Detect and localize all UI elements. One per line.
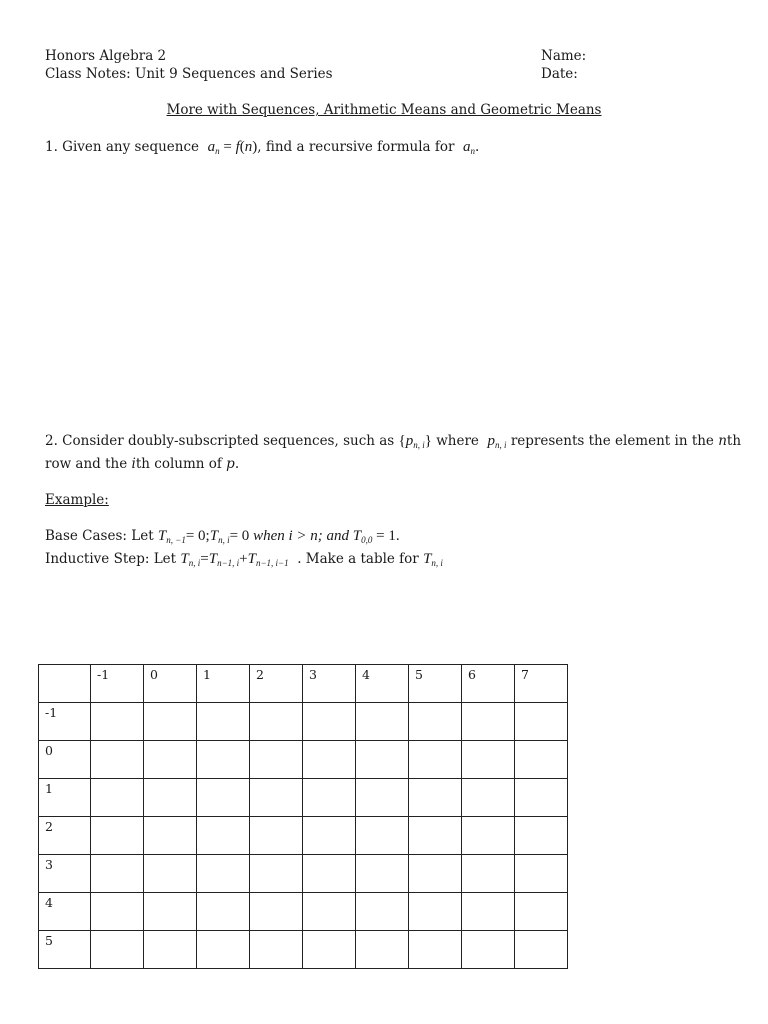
table-cell[interactable] — [197, 779, 250, 817]
table-row — [39, 893, 568, 931]
column-header — [197, 665, 250, 703]
table-cell[interactable] — [144, 741, 197, 779]
row-header — [39, 931, 91, 969]
row-header — [39, 741, 91, 779]
table-cell[interactable] — [250, 817, 303, 855]
table-cell[interactable] — [356, 931, 409, 969]
table-cell[interactable] — [91, 893, 144, 931]
row-header-label: 3 — [45, 857, 53, 872]
table-cell[interactable] — [91, 779, 144, 817]
column-header — [303, 665, 356, 703]
table-cell[interactable] — [462, 817, 515, 855]
inductive-formula: $T_{n, i}=T_{n-1, i}+T_{n-1, i-1}$ — [180, 551, 289, 568]
table-cell[interactable] — [250, 703, 303, 741]
column-header-label: -1 — [97, 667, 110, 682]
q2-where: where — [436, 433, 479, 449]
q2-row-text: row and the — [45, 456, 128, 472]
row-header-label: 4 — [45, 895, 53, 910]
column-header-label — [39, 665, 90, 667]
table-cell[interactable] — [197, 855, 250, 893]
column-header — [356, 665, 409, 703]
base-cases-formula: $T_{n, -1}=$ $0;T_{n, i}= 0$ when i > n; and $T_{0,0} = 1$. — [157, 528, 400, 545]
course-title: Honors Algebra 2 — [45, 48, 167, 64]
table-cell[interactable] — [409, 931, 462, 969]
table-row — [39, 931, 568, 969]
question-2-line-1 — [45, 433, 741, 450]
column-header-label: 4 — [362, 667, 370, 682]
q2-ith-th: th column of — [135, 456, 222, 472]
row-header — [39, 703, 91, 741]
table-header-row — [39, 665, 568, 703]
q1-end: . — [475, 139, 480, 155]
table-cell[interactable] — [303, 817, 356, 855]
pascal-table — [38, 664, 568, 969]
question-2-line-2 — [45, 456, 239, 473]
page-title: More with Sequences, Arithmetic Means and Geometric Means — [166, 102, 602, 118]
table-cell[interactable] — [144, 779, 197, 817]
row-header — [39, 817, 91, 855]
table-cell[interactable] — [197, 741, 250, 779]
table-cell[interactable] — [91, 703, 144, 741]
q1-an-symbol: $a_n$ — [463, 139, 476, 156]
base-cases-line — [45, 528, 400, 545]
table-cell[interactable] — [250, 855, 303, 893]
table-cell[interactable] — [91, 741, 144, 779]
q2-nth-n: n — [718, 433, 727, 449]
table-cell[interactable] — [515, 931, 568, 969]
table-cell[interactable] — [356, 855, 409, 893]
table-cell[interactable] — [303, 703, 356, 741]
inductive-tail: . Make a table for — [297, 551, 419, 567]
column-header-label: 7 — [521, 667, 529, 682]
table-cell[interactable] — [250, 779, 303, 817]
table-cell[interactable] — [515, 741, 568, 779]
base-eq2: = 0 — [229, 528, 250, 544]
q1-mid: , find a recursive formula for — [257, 139, 455, 155]
q2-p: p — [226, 456, 235, 472]
table-cell[interactable] — [356, 741, 409, 779]
table-cell[interactable] — [250, 741, 303, 779]
column-header-label: 3 — [309, 667, 317, 682]
column-header — [409, 665, 462, 703]
name-label: Name: — [541, 48, 587, 64]
table-cell[interactable] — [515, 779, 568, 817]
table-cell[interactable] — [91, 855, 144, 893]
table-cell[interactable] — [303, 779, 356, 817]
table-cell[interactable] — [356, 893, 409, 931]
table-cell[interactable] — [356, 779, 409, 817]
table-cell[interactable] — [197, 931, 250, 969]
question-1 — [45, 139, 479, 156]
table-cell[interactable] — [409, 779, 462, 817]
column-header — [91, 665, 144, 703]
table-cell[interactable] — [409, 893, 462, 931]
column-header-label: 0 — [150, 667, 158, 682]
table-cell[interactable] — [409, 855, 462, 893]
table-cell[interactable] — [303, 893, 356, 931]
q2-p-ni: $p_{n, i}$ — [487, 433, 507, 450]
q2-rest: represents the element in the — [510, 433, 714, 449]
base-eq1: = 0; — [185, 528, 210, 544]
table-row — [39, 817, 568, 855]
q2-ith-i: i — [131, 456, 136, 472]
column-header-label: 5 — [415, 667, 423, 682]
column-header — [462, 665, 515, 703]
class-notes-title: Class Notes: Unit 9 Sequences and Series — [45, 66, 333, 82]
inductive-label: Inductive Step: Let — [45, 551, 177, 567]
table-cell[interactable] — [515, 855, 568, 893]
table-cell[interactable] — [356, 703, 409, 741]
base-when: when i > n; and — [253, 528, 350, 544]
table-cell[interactable] — [462, 779, 515, 817]
table-cell[interactable] — [409, 703, 462, 741]
base-eq3: = 1. — [376, 528, 400, 544]
column-header-label: 1 — [203, 667, 211, 682]
table-cell[interactable] — [303, 931, 356, 969]
table-cell[interactable] — [462, 703, 515, 741]
column-header-label: 6 — [468, 667, 476, 682]
base-cases-label: Base Cases: Let — [45, 528, 154, 544]
table-cell[interactable] — [91, 931, 144, 969]
table-cell[interactable] — [197, 893, 250, 931]
table-cell[interactable] — [250, 931, 303, 969]
table-cell[interactable] — [197, 817, 250, 855]
q1-sequence-formula: $a_n = f(n)$ — [207, 139, 258, 156]
table-cell[interactable] — [462, 855, 515, 893]
row-header — [39, 779, 91, 817]
table-cell[interactable] — [515, 893, 568, 931]
table-row — [39, 703, 568, 741]
table-cell[interactable] — [303, 741, 356, 779]
column-header — [250, 665, 303, 703]
q1-prefix: 1. Given any sequence — [45, 139, 200, 155]
inductive-step-line — [45, 551, 443, 568]
q2-nth-th: th — [726, 433, 742, 449]
table-cell[interactable] — [144, 855, 197, 893]
row-header — [39, 855, 91, 893]
table-cell[interactable] — [515, 703, 568, 741]
row-header — [39, 893, 91, 931]
table-cell[interactable] — [356, 817, 409, 855]
table-cell[interactable] — [197, 703, 250, 741]
inductive-t-ni: $T_{n, i}$ — [423, 551, 443, 568]
q2-set-notation: $\{p_{n, i}\}$ — [398, 433, 432, 450]
table-row — [39, 855, 568, 893]
q2-prefix: 2. Consider doubly-subscripted sequences, such as — [45, 433, 395, 449]
row-header-label: 1 — [45, 781, 53, 796]
example-label: Example: — [45, 492, 109, 508]
row-header-label: 5 — [45, 933, 53, 948]
table-cell[interactable] — [144, 893, 197, 931]
table-cell[interactable] — [409, 817, 462, 855]
column-header — [515, 665, 568, 703]
table-cell[interactable] — [91, 817, 144, 855]
table-cell[interactable] — [462, 741, 515, 779]
table-cell[interactable] — [144, 703, 197, 741]
column-header-label: 2 — [256, 667, 264, 682]
table-cell[interactable] — [250, 893, 303, 931]
row-header-label: 0 — [45, 743, 53, 758]
column-header — [39, 665, 91, 703]
table-cell[interactable] — [144, 931, 197, 969]
row-header-label: 2 — [45, 819, 53, 834]
table-cell[interactable] — [515, 817, 568, 855]
column-header — [144, 665, 197, 703]
table-cell[interactable] — [462, 893, 515, 931]
table-row — [39, 741, 568, 779]
table-cell[interactable] — [462, 931, 515, 969]
table-row — [39, 779, 568, 817]
table-cell[interactable] — [303, 855, 356, 893]
table-cell[interactable] — [144, 817, 197, 855]
date-label: Date: — [541, 66, 578, 82]
table-cell[interactable] — [409, 741, 462, 779]
q2-period: . — [234, 456, 240, 472]
row-header-label: -1 — [45, 705, 58, 720]
